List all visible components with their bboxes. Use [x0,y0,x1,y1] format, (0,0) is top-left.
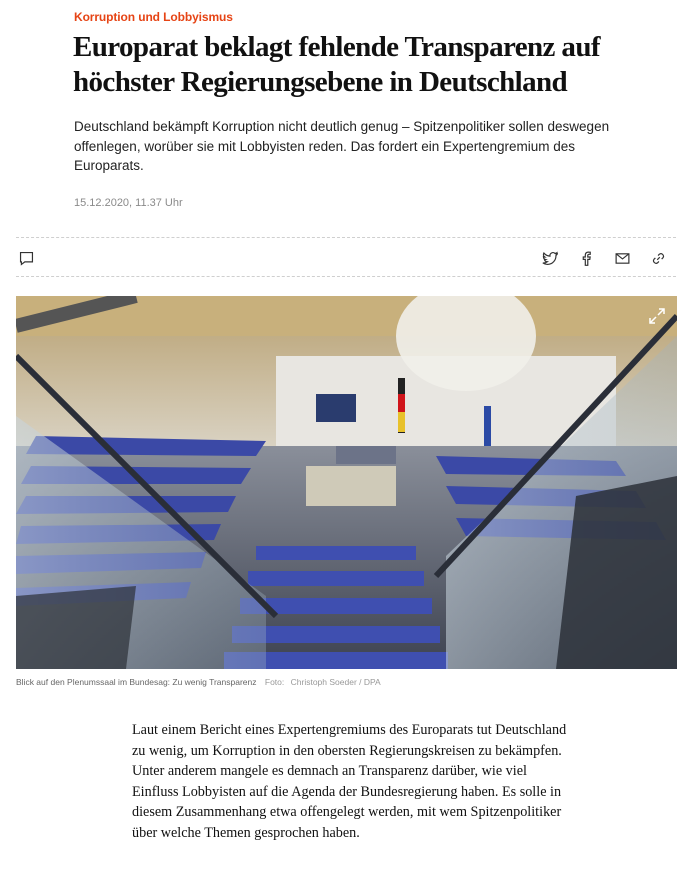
photo-credit: Christoph Soeder / DPA [290,677,381,687]
expand-icon[interactable] [647,306,667,326]
image-caption [16,677,381,687]
toolbar-divider-bottom [16,276,676,277]
bundestag-photo[interactable] [16,296,677,669]
credit-label: Foto: [264,677,285,687]
article-body: Laut einem Bericht eines Expertengremiums des Europarats tut Deutschland zu wenig, um Korruption in den obersten Regierungskreisen zu bekämpfen. Unter anderem mangele es demnach an Transparenz darüber, wie viel Einfluss Lobbyisten auf die Agenda der Bundesregierung haben. Es solle in diesem Zusammenhang etwa offengelegt werden, mit wem Spitzenpolitiker über welche Themen gesprochen haben. [132,722,567,841]
facebook-icon[interactable] [577,249,595,267]
kicker[interactable]: Korruption und Lobbyismus [74,10,233,24]
comment-icon[interactable] [17,249,35,267]
email-icon[interactable] [613,249,631,267]
teaser: Deutschland bekämpft Korruption nicht deutlich genug – Spitzenpolitiker sollen deswegen offenlegen, worüber sie mit Lobbyisten reden. Das fordert ein Expertengremium des Europarats. [74,119,610,173]
toolbar-divider-top [16,237,676,238]
caption-text: Blick auf den Plenumssaal im Bundesag: Zu wenig Transparenz [16,677,257,687]
headline: Europarat beklagt fehlende Transparenz auf höchster Regierungsebene in Deutschland [73,31,600,98]
twitter-icon[interactable] [541,249,559,267]
link-icon[interactable] [649,249,667,267]
publish-date: 15.12.2020, 11.37 Uhr [74,197,183,209]
